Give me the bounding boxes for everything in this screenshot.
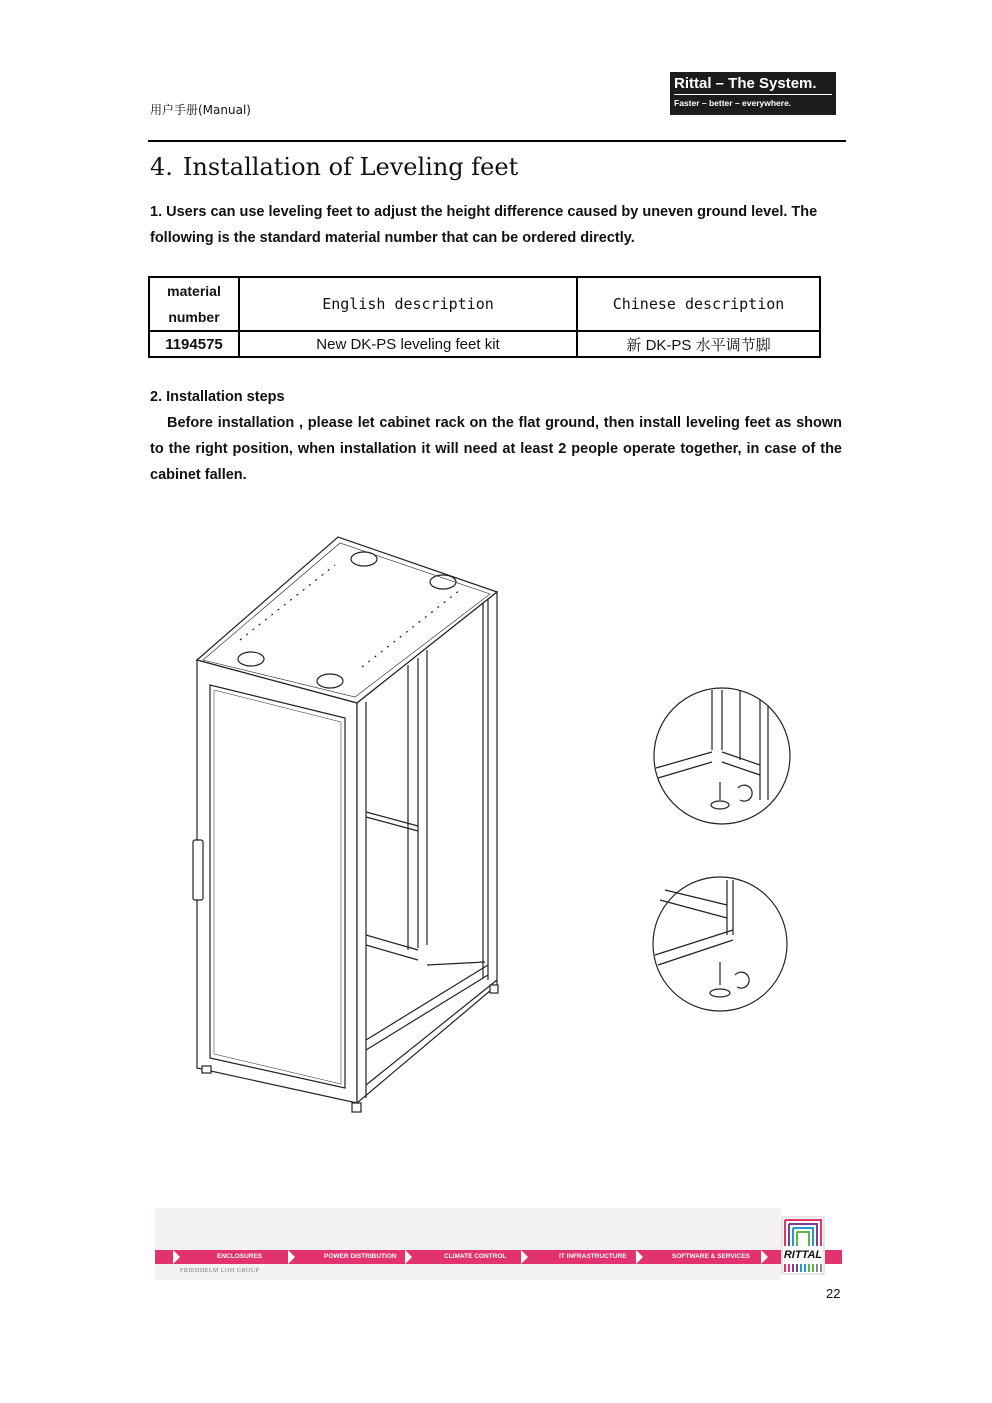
manual-label: 用户手册(Manual) — [150, 103, 251, 117]
section-number: 4. — [150, 153, 173, 181]
chevron-right-icon — [288, 1250, 295, 1264]
chevron-right-icon — [636, 1250, 643, 1264]
nav-it-infrastructure: IT INFRASTRUCTURE — [559, 1253, 627, 1260]
header-material-line1: material — [167, 283, 221, 299]
footer-nav-strip — [155, 1250, 842, 1264]
chevron-right-icon — [405, 1250, 412, 1264]
footer-group-name: FRIEDHELM LOH GROUP — [180, 1268, 260, 1274]
chevron-right-icon — [521, 1250, 528, 1264]
chevron-right-icon — [761, 1250, 768, 1264]
intro-paragraph: 1. Users can use leveling feet to adjust the height difference caused by uneven ground level. The following is the standard material number that can be ordered directly. — [150, 204, 818, 246]
material-code: 1194575 — [149, 331, 239, 357]
logo-main-text: Rittal – The System. — [674, 75, 832, 95]
detail-circle-front-foot — [654, 688, 790, 824]
nav-enclosures: ENCLOSURES — [217, 1253, 263, 1260]
chinese-description: 新 DK-PS 水平调节脚 — [577, 331, 820, 357]
header-english-description: English description — [239, 277, 577, 331]
chevron-right-icon — [173, 1250, 180, 1264]
section-title-text: Installation of Leveling feet — [182, 153, 519, 181]
nav-power-distribution: POWER DISTRIBUTION — [324, 1253, 397, 1260]
header-chinese-description: Chinese description — [577, 277, 820, 331]
page-number: 22 — [826, 1286, 841, 1301]
installation-steps-text: Before installation , please let cabinet rack on the flat ground, then install leveling feet as shown to the right position, when installation it will need at least 2 people operate together, in case of the cabinet fallen. — [150, 415, 842, 483]
installation-steps-title: 2. Installation steps — [150, 389, 285, 405]
rittal-brand-text: RITTAL — [783, 1249, 823, 1261]
header-material-line2: number — [168, 309, 220, 325]
nav-software-services: SOFTWARE & SERVICES — [672, 1253, 750, 1260]
cabinet-drawing — [193, 537, 498, 1112]
english-description: New DK-PS leveling feet kit — [239, 331, 577, 357]
logo-tagline: Faster – better – everywhere. — [674, 98, 792, 108]
rittal-logo-icon — [781, 1216, 825, 1275]
nav-climate-control: CLIMATE CONTROL — [444, 1253, 507, 1260]
detail-circle-rear-foot — [653, 877, 787, 1011]
